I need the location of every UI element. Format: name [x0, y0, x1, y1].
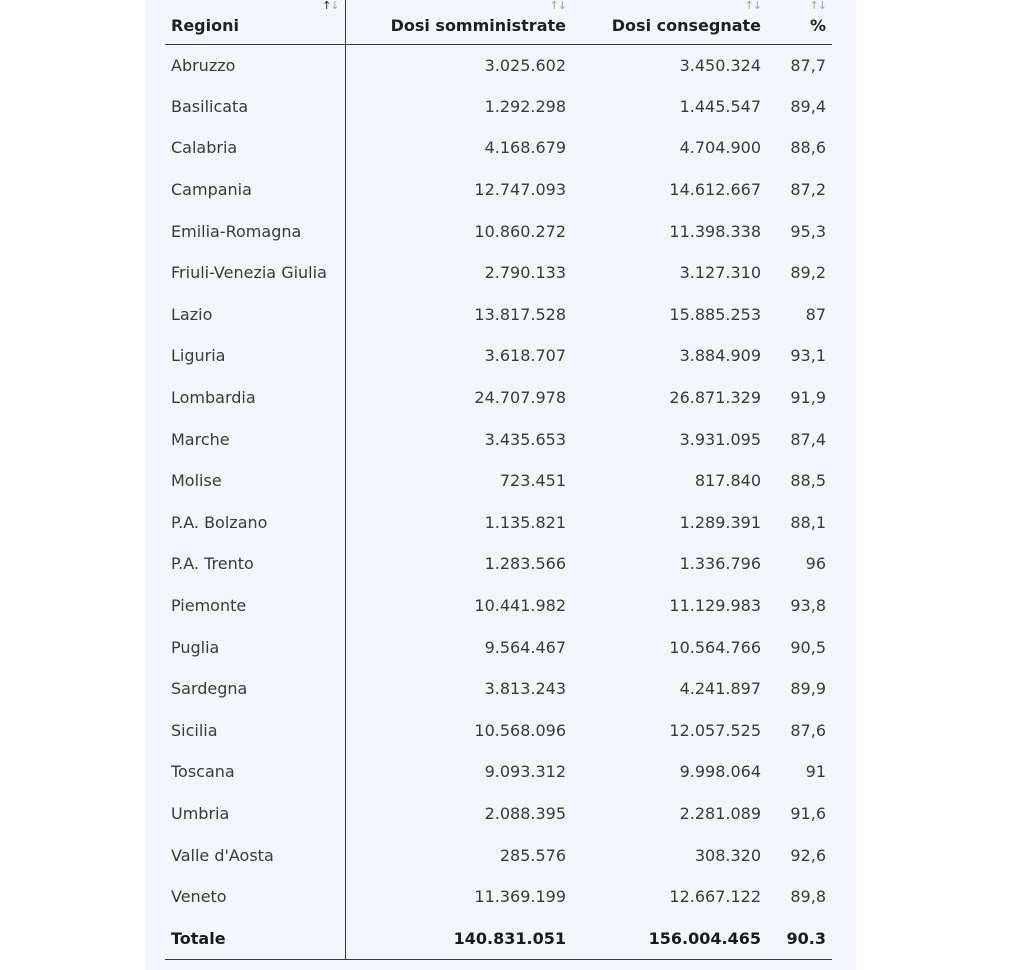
- delivered-doses-cell: 12.057.525: [669, 720, 761, 740]
- region-cell: Puglia: [165, 626, 345, 668]
- administered-doses-cell: 3.813.243: [484, 679, 566, 699]
- percent-cell: 89,4: [790, 96, 826, 116]
- administered-doses-cell: 723.451: [499, 471, 566, 491]
- administered-doses-cell: 9.564.467: [484, 637, 566, 657]
- region-cell: Campania: [165, 169, 345, 211]
- delivered-doses-cell: 1.289.391: [679, 512, 761, 532]
- percent-cell: 88,6: [790, 138, 826, 158]
- administered-doses-cell: 9.093.312: [484, 762, 566, 782]
- administered-doses-cell: 285.576: [499, 845, 566, 865]
- region-cell: Piemonte: [165, 585, 345, 627]
- delivered-doses-cell: 3.450.324: [679, 55, 761, 75]
- table-row: [165, 876, 832, 918]
- table-row: [165, 294, 832, 336]
- column-header-label: Dosi consegnate: [611, 15, 761, 35]
- region-cell: Umbria: [165, 793, 345, 835]
- region-cell: Abruzzo: [165, 44, 345, 86]
- table-row: [165, 710, 832, 752]
- table-row: [165, 751, 832, 793]
- column-header-dosi-consegnate[interactable]: [572, 0, 767, 44]
- table-row: [165, 543, 832, 585]
- delivered-doses-cell: 3.931.095: [679, 429, 761, 449]
- table-row: [165, 210, 832, 252]
- delivered-doses-cell: 11.398.338: [669, 221, 761, 241]
- administered-doses-cell: 13.817.528: [474, 304, 566, 324]
- delivered-doses-cell: 14.612.667: [669, 180, 761, 200]
- table-row: [165, 793, 832, 835]
- delivered-doses-cell: 11.129.983: [669, 596, 761, 616]
- region-cell: P.A. Bolzano: [165, 502, 345, 544]
- percent-cell: 89,8: [790, 887, 826, 907]
- delivered-doses-cell: 156.004.465: [572, 917, 767, 959]
- sort-arrows-icon[interactable]: ↑↓: [549, 0, 566, 12]
- total-row: [165, 917, 832, 959]
- administered-doses-cell: 4.168.679: [484, 138, 566, 158]
- region-cell: Lombardia: [165, 377, 345, 419]
- administered-doses-cell: 140.831.051: [345, 917, 572, 959]
- administered-doses-cell: 10.568.096: [474, 720, 566, 740]
- delivered-doses-cell: 2.281.089: [679, 803, 761, 823]
- table-row: [165, 127, 832, 169]
- delivered-doses-cell: 1.336.796: [679, 554, 761, 574]
- percent-cell: 90.3: [767, 917, 832, 959]
- delivered-doses-cell: 15.885.253: [669, 304, 761, 324]
- percent-cell: 89,9: [790, 679, 826, 699]
- administered-doses-cell: 24.707.978: [474, 388, 566, 408]
- table-row: [165, 585, 832, 627]
- region-cell: Marche: [165, 418, 345, 460]
- table-row: [165, 86, 832, 128]
- percent-cell: 87: [805, 304, 826, 324]
- delivered-doses-cell: 26.871.329: [669, 388, 761, 408]
- administered-doses-cell: 12.747.093: [474, 180, 566, 200]
- percent-cell: 90,5: [790, 637, 826, 657]
- percent-cell: 91: [805, 762, 826, 782]
- column-header-regioni[interactable]: [165, 0, 345, 44]
- table-row: [165, 44, 832, 86]
- administered-doses-cell: 2.790.133: [484, 263, 566, 283]
- delivered-doses-cell: 1.445.547: [679, 96, 761, 116]
- table-row: [165, 335, 832, 377]
- administered-doses-cell: 11.369.199: [474, 887, 566, 907]
- region-cell: Valle d'Aosta: [165, 834, 345, 876]
- column-header-label: Regioni: [171, 15, 239, 35]
- header-row: [165, 0, 832, 44]
- delivered-doses-cell: 10.564.766: [669, 637, 761, 657]
- region-cell: Lazio: [165, 294, 345, 336]
- delivered-doses-cell: 4.704.900: [679, 138, 761, 158]
- table-row: [165, 834, 832, 876]
- delivered-doses-cell: 308.320: [694, 845, 761, 865]
- administered-doses-cell: 10.860.272: [474, 221, 566, 241]
- percent-cell: 93,1: [790, 346, 826, 366]
- percent-cell: 87,7: [790, 55, 826, 75]
- sort-arrows-icon[interactable]: ↑↓: [809, 0, 826, 12]
- table-row: [165, 377, 832, 419]
- region-cell: P.A. Trento: [165, 543, 345, 585]
- percent-cell: 89,2: [790, 263, 826, 283]
- column-header-dosi-somministrate[interactable]: [345, 0, 572, 44]
- administered-doses-cell: 2.088.395: [484, 803, 566, 823]
- table-row: [165, 252, 832, 294]
- region-cell: Sicilia: [165, 710, 345, 752]
- percent-cell: 92,6: [790, 845, 826, 865]
- percent-cell: 96: [805, 554, 826, 574]
- region-cell: Friuli-Venezia Giulia: [165, 252, 345, 294]
- percent-cell: 95,3: [790, 221, 826, 241]
- delivered-doses-cell: 3.884.909: [679, 346, 761, 366]
- administered-doses-cell: 3.435.653: [484, 429, 566, 449]
- table-row: [165, 460, 832, 502]
- region-cell: Veneto: [165, 876, 345, 918]
- region-cell: Emilia-Romagna: [165, 210, 345, 252]
- column-header-percent[interactable]: [767, 0, 832, 44]
- column-header-label: Dosi somministrate: [390, 15, 566, 35]
- administered-doses-cell: 3.618.707: [484, 346, 566, 366]
- column-header-label: %: [809, 15, 826, 35]
- percent-cell: 87,6: [790, 720, 826, 740]
- percent-cell: 91,6: [790, 803, 826, 823]
- region-cell: Liguria: [165, 335, 345, 377]
- percent-cell: 93,8: [790, 596, 826, 616]
- delivered-doses-cell: 9.998.064: [679, 762, 761, 782]
- sort-arrows-icon[interactable]: ↑↓: [744, 0, 761, 12]
- region-cell: Calabria: [165, 127, 345, 169]
- table-body: [165, 44, 832, 959]
- table-row: [165, 502, 832, 544]
- percent-cell: 87,4: [790, 429, 826, 449]
- administered-doses-cell: 1.135.821: [484, 512, 566, 532]
- administered-doses-cell: 1.283.566: [484, 554, 566, 574]
- administered-doses-cell: 3.025.602: [484, 55, 566, 75]
- administered-doses-cell: 1.292.298: [484, 96, 566, 116]
- delivered-doses-cell: 4.241.897: [679, 679, 761, 699]
- region-cell: Basilicata: [165, 86, 345, 128]
- table-row: [165, 169, 832, 211]
- delivered-doses-cell: 817.840: [694, 471, 761, 491]
- percent-cell: 88,1: [790, 512, 826, 532]
- region-cell: Molise: [165, 460, 345, 502]
- region-cell: Sardegna: [165, 668, 345, 710]
- region-cell: Toscana: [165, 751, 345, 793]
- percent-cell: 87,2: [790, 180, 826, 200]
- administered-doses-cell: 10.441.982: [474, 596, 566, 616]
- percent-cell: 88,5: [790, 471, 826, 491]
- delivered-doses-cell: 12.667.122: [669, 887, 761, 907]
- table-row: [165, 668, 832, 710]
- vaccine-doses-table: [165, 0, 832, 960]
- table-row: [165, 626, 832, 668]
- delivered-doses-cell: 3.127.310: [679, 263, 761, 283]
- region-cell: Totale: [165, 917, 345, 959]
- sort-arrows-icon[interactable]: ↑↓: [322, 0, 339, 12]
- table-row: [165, 418, 832, 460]
- percent-cell: 91,9: [790, 388, 826, 408]
